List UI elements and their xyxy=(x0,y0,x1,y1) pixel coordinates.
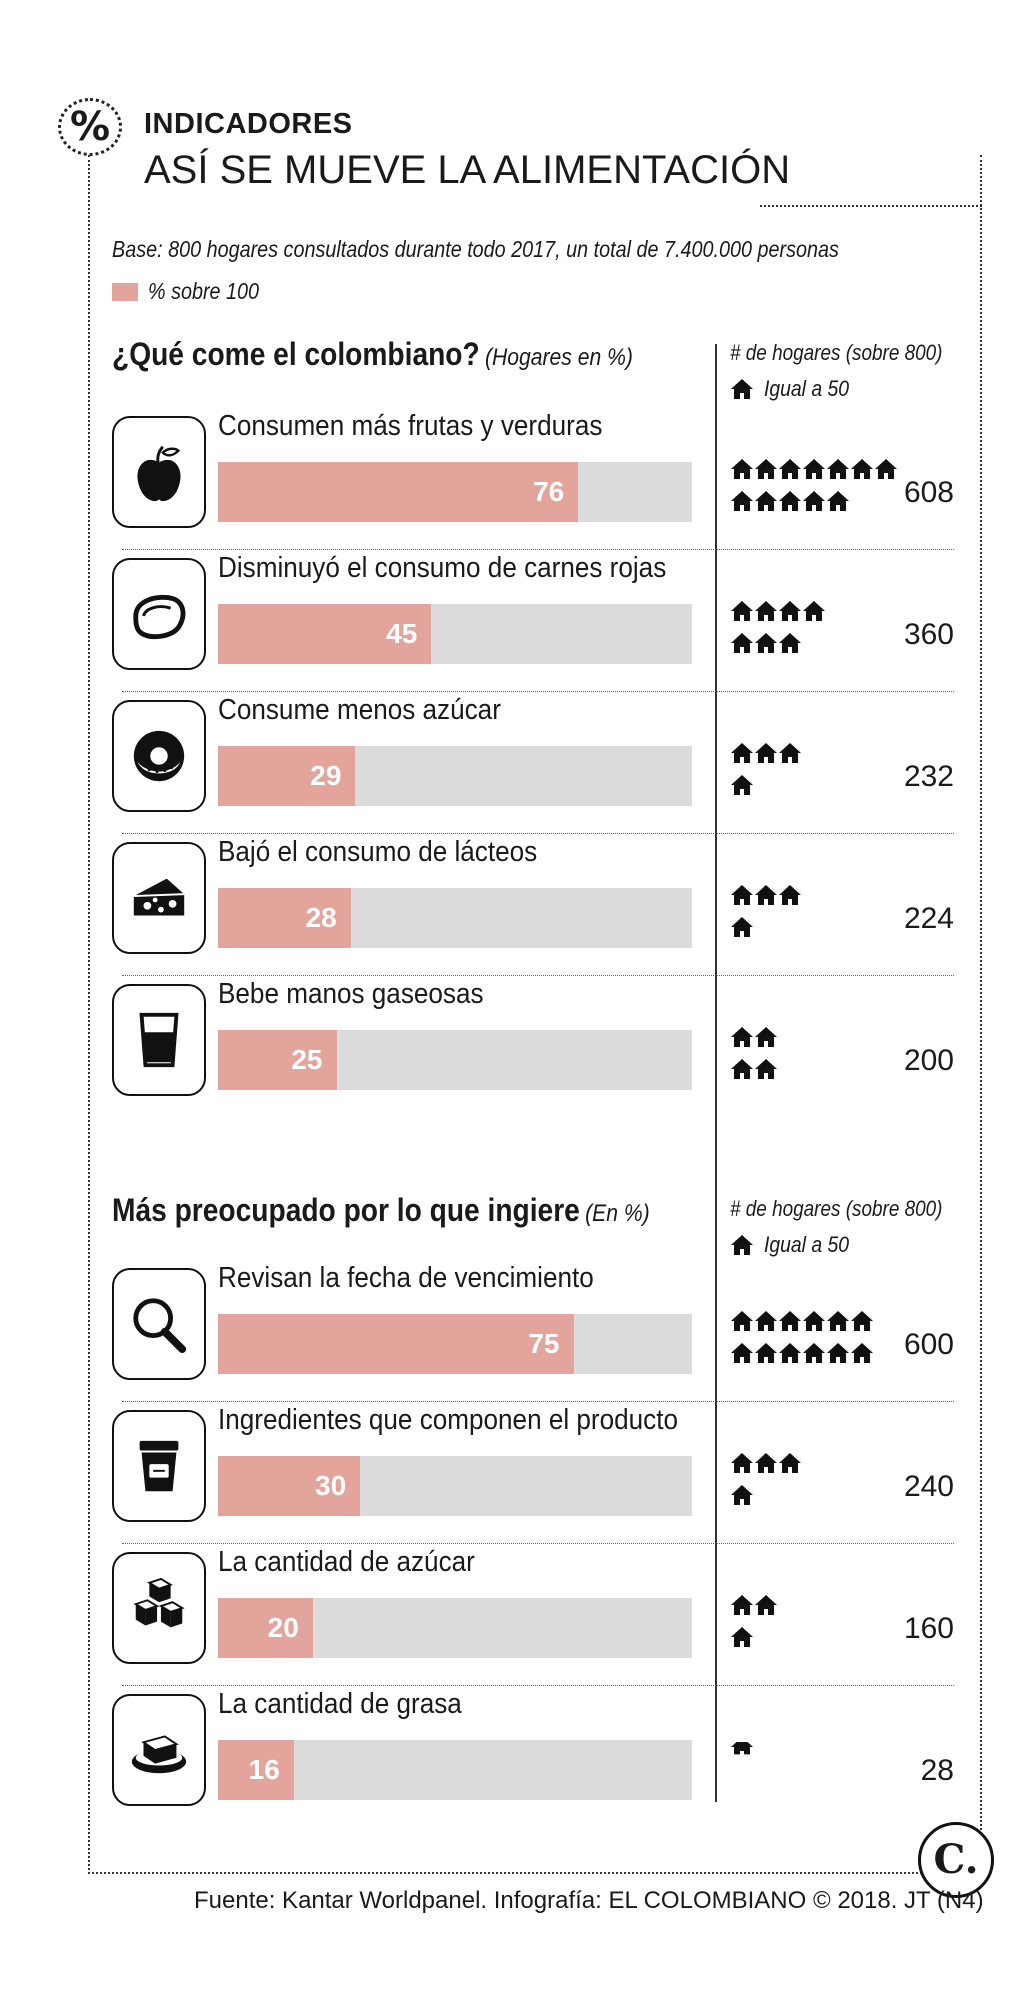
house-icon xyxy=(731,885,753,905)
bar-row xyxy=(112,1546,954,1686)
household-pictogram xyxy=(730,1730,950,1810)
house-icon xyxy=(779,885,801,905)
meat-icon xyxy=(112,558,206,670)
house-icon xyxy=(731,1595,753,1615)
household-count: 200 xyxy=(903,1044,954,1077)
bar-row xyxy=(112,552,954,692)
house-icon xyxy=(827,491,849,511)
category-label: Bebe manos gaseosas xyxy=(218,978,484,1010)
section-title-text: Más preocupado por lo que ingiere xyxy=(112,1192,580,1228)
household-count: 608 xyxy=(903,476,954,509)
house-icon xyxy=(731,601,753,621)
row-divider xyxy=(122,833,954,834)
section-unit-note: (En %) xyxy=(585,1200,650,1227)
house-icon xyxy=(827,1343,849,1363)
icon-legend-label: Igual a 50 xyxy=(764,1232,850,1257)
house-icon xyxy=(755,1027,777,1047)
legend-label: % sobre 100 xyxy=(148,278,260,304)
partial-house-icon xyxy=(755,917,777,937)
section-title-2 xyxy=(112,1192,650,1229)
house-icon xyxy=(730,1234,754,1256)
house-icon xyxy=(731,1627,753,1647)
house-icon xyxy=(851,1311,873,1331)
cheese-icon xyxy=(112,842,206,954)
house-icon xyxy=(803,1343,825,1363)
bar-value-label: 45 xyxy=(386,618,418,649)
house-icon xyxy=(803,459,825,479)
legend-swatch xyxy=(112,283,138,301)
dotted-frame-top xyxy=(760,205,982,207)
base-note: Base: 800 hogares consultados durante todo 2017, un total de 7.400.000 personas xyxy=(112,236,839,262)
bar-row xyxy=(112,1404,954,1544)
house-icon xyxy=(755,1059,777,1079)
bar-track xyxy=(218,746,692,806)
brand-logo: C. xyxy=(918,1822,994,1898)
house-icon xyxy=(779,459,801,479)
bar-row xyxy=(112,410,954,550)
house-icon xyxy=(731,1027,753,1047)
household-count: 240 xyxy=(903,1470,954,1503)
category-label: La cantidad de azúcar xyxy=(218,1546,475,1578)
household-count: 28 xyxy=(920,1754,954,1787)
category-label: Revisan la fecha de vencimiento xyxy=(218,1262,594,1294)
category-label: Consumen más frutas y verduras xyxy=(218,410,603,442)
footer-credit: Fuente: Kantar Worldpanel. Infografía: EL COLOMBIANO © 2018. JT (N4) xyxy=(194,1887,984,1914)
house-icon xyxy=(827,1311,849,1331)
bar-track xyxy=(218,1456,692,1516)
house-icon xyxy=(731,1453,753,1473)
bar-value-label: 76 xyxy=(533,476,565,507)
bar-track xyxy=(218,888,692,948)
house-icon xyxy=(731,459,753,479)
house-icon xyxy=(779,633,801,653)
row-divider xyxy=(122,1543,954,1544)
household-count: 360 xyxy=(903,618,954,651)
house-icon xyxy=(731,633,753,653)
category-label: Bajó el consumo de lácteos xyxy=(218,836,538,868)
house-icon xyxy=(731,743,753,763)
house-icon xyxy=(875,459,897,479)
partial-house-icon xyxy=(803,633,825,653)
house-icon xyxy=(779,1453,801,1473)
household-count: 224 xyxy=(903,902,954,935)
bar-track xyxy=(218,604,692,664)
magnifier-icon xyxy=(112,1268,206,1380)
count-header-1: # de hogares (sobre 800) xyxy=(730,340,943,365)
partial-house-icon xyxy=(851,491,873,511)
bar-row xyxy=(112,978,954,1118)
bar-row xyxy=(112,1688,954,1828)
partial-house-icon xyxy=(755,1627,777,1647)
bar-row xyxy=(112,836,954,976)
house-icon xyxy=(731,1485,753,1505)
house-icon xyxy=(755,1343,777,1363)
house-icon xyxy=(779,1343,801,1363)
bar-track xyxy=(218,1314,692,1374)
jar-icon xyxy=(112,1410,206,1522)
house-icon xyxy=(779,1311,801,1331)
row-divider xyxy=(122,1401,954,1402)
category-label: La cantidad de grasa xyxy=(218,1688,462,1720)
house-icon xyxy=(755,459,777,479)
house-icon xyxy=(803,601,825,621)
icon-legend-2 xyxy=(730,1232,861,1258)
partial-house-icon xyxy=(731,1737,753,1757)
house-icon xyxy=(779,491,801,511)
house-icon xyxy=(731,1059,753,1079)
legend xyxy=(112,278,277,305)
household-count: 232 xyxy=(903,760,954,793)
percent-badge-icon: % xyxy=(58,98,122,156)
bar-value-label: 30 xyxy=(315,1470,347,1501)
glass-icon xyxy=(112,984,206,1096)
partial-house-icon xyxy=(755,1485,777,1505)
house-icon xyxy=(755,743,777,763)
house-icon xyxy=(803,1311,825,1331)
house-icon xyxy=(731,775,753,795)
house-icon xyxy=(755,1311,777,1331)
donut-icon xyxy=(112,700,206,812)
household-count: 160 xyxy=(903,1612,954,1645)
section-title-text: ¿Qué come el colombiano? xyxy=(112,336,480,372)
house-icon xyxy=(851,1343,873,1363)
bar-value-label: 20 xyxy=(267,1612,299,1643)
bar-track xyxy=(218,1740,692,1800)
bar-track xyxy=(218,1030,692,1090)
house-icon xyxy=(851,459,873,479)
house-icon xyxy=(755,633,777,653)
bar-value-label: 75 xyxy=(528,1328,560,1359)
row-divider xyxy=(122,975,954,976)
headline: ASÍ SE MUEVE LA ALIMENTACIÓN xyxy=(144,148,791,192)
house-icon xyxy=(755,1595,777,1615)
kicker: INDICADORES xyxy=(144,108,353,140)
section-unit-note: (Hogares en %) xyxy=(484,344,633,371)
bar-value-label: 29 xyxy=(310,760,342,791)
bar-track xyxy=(218,1598,692,1658)
sugar-cubes-icon xyxy=(112,1552,206,1664)
house-icon xyxy=(803,491,825,511)
house-icon xyxy=(779,743,801,763)
bar-track xyxy=(218,462,692,522)
house-icon xyxy=(731,491,753,511)
category-label: Ingredientes que componen el producto xyxy=(218,1404,678,1436)
category-label: Consume menos azúcar xyxy=(218,694,501,726)
house-icon xyxy=(755,885,777,905)
section-title-1 xyxy=(112,336,633,373)
row-divider xyxy=(122,1685,954,1686)
bar-value-label: 25 xyxy=(291,1044,323,1075)
partial-house-icon xyxy=(755,775,777,795)
row-divider xyxy=(122,691,954,692)
bar-row xyxy=(112,694,954,834)
icon-legend-label: Igual a 50 xyxy=(764,376,850,401)
house-icon xyxy=(779,601,801,621)
row-divider xyxy=(122,549,954,550)
butter-icon xyxy=(112,1694,206,1806)
apple-icon xyxy=(112,416,206,528)
house-icon xyxy=(730,378,754,400)
icon-legend-1 xyxy=(730,376,861,402)
house-icon xyxy=(731,1343,753,1363)
house-icon xyxy=(755,1453,777,1473)
house-icon xyxy=(731,1311,753,1331)
bar-value-label: 28 xyxy=(305,902,337,933)
count-header-2: # de hogares (sobre 800) xyxy=(730,1196,943,1221)
house-icon xyxy=(755,491,777,511)
house-icon xyxy=(731,917,753,937)
bar-row xyxy=(112,1262,954,1402)
household-count: 600 xyxy=(903,1328,954,1361)
category-label: Disminuyó el consumo de carnes rojas xyxy=(218,552,667,584)
house-icon xyxy=(755,601,777,621)
house-icon xyxy=(827,459,849,479)
bar-value-label: 16 xyxy=(248,1754,280,1785)
